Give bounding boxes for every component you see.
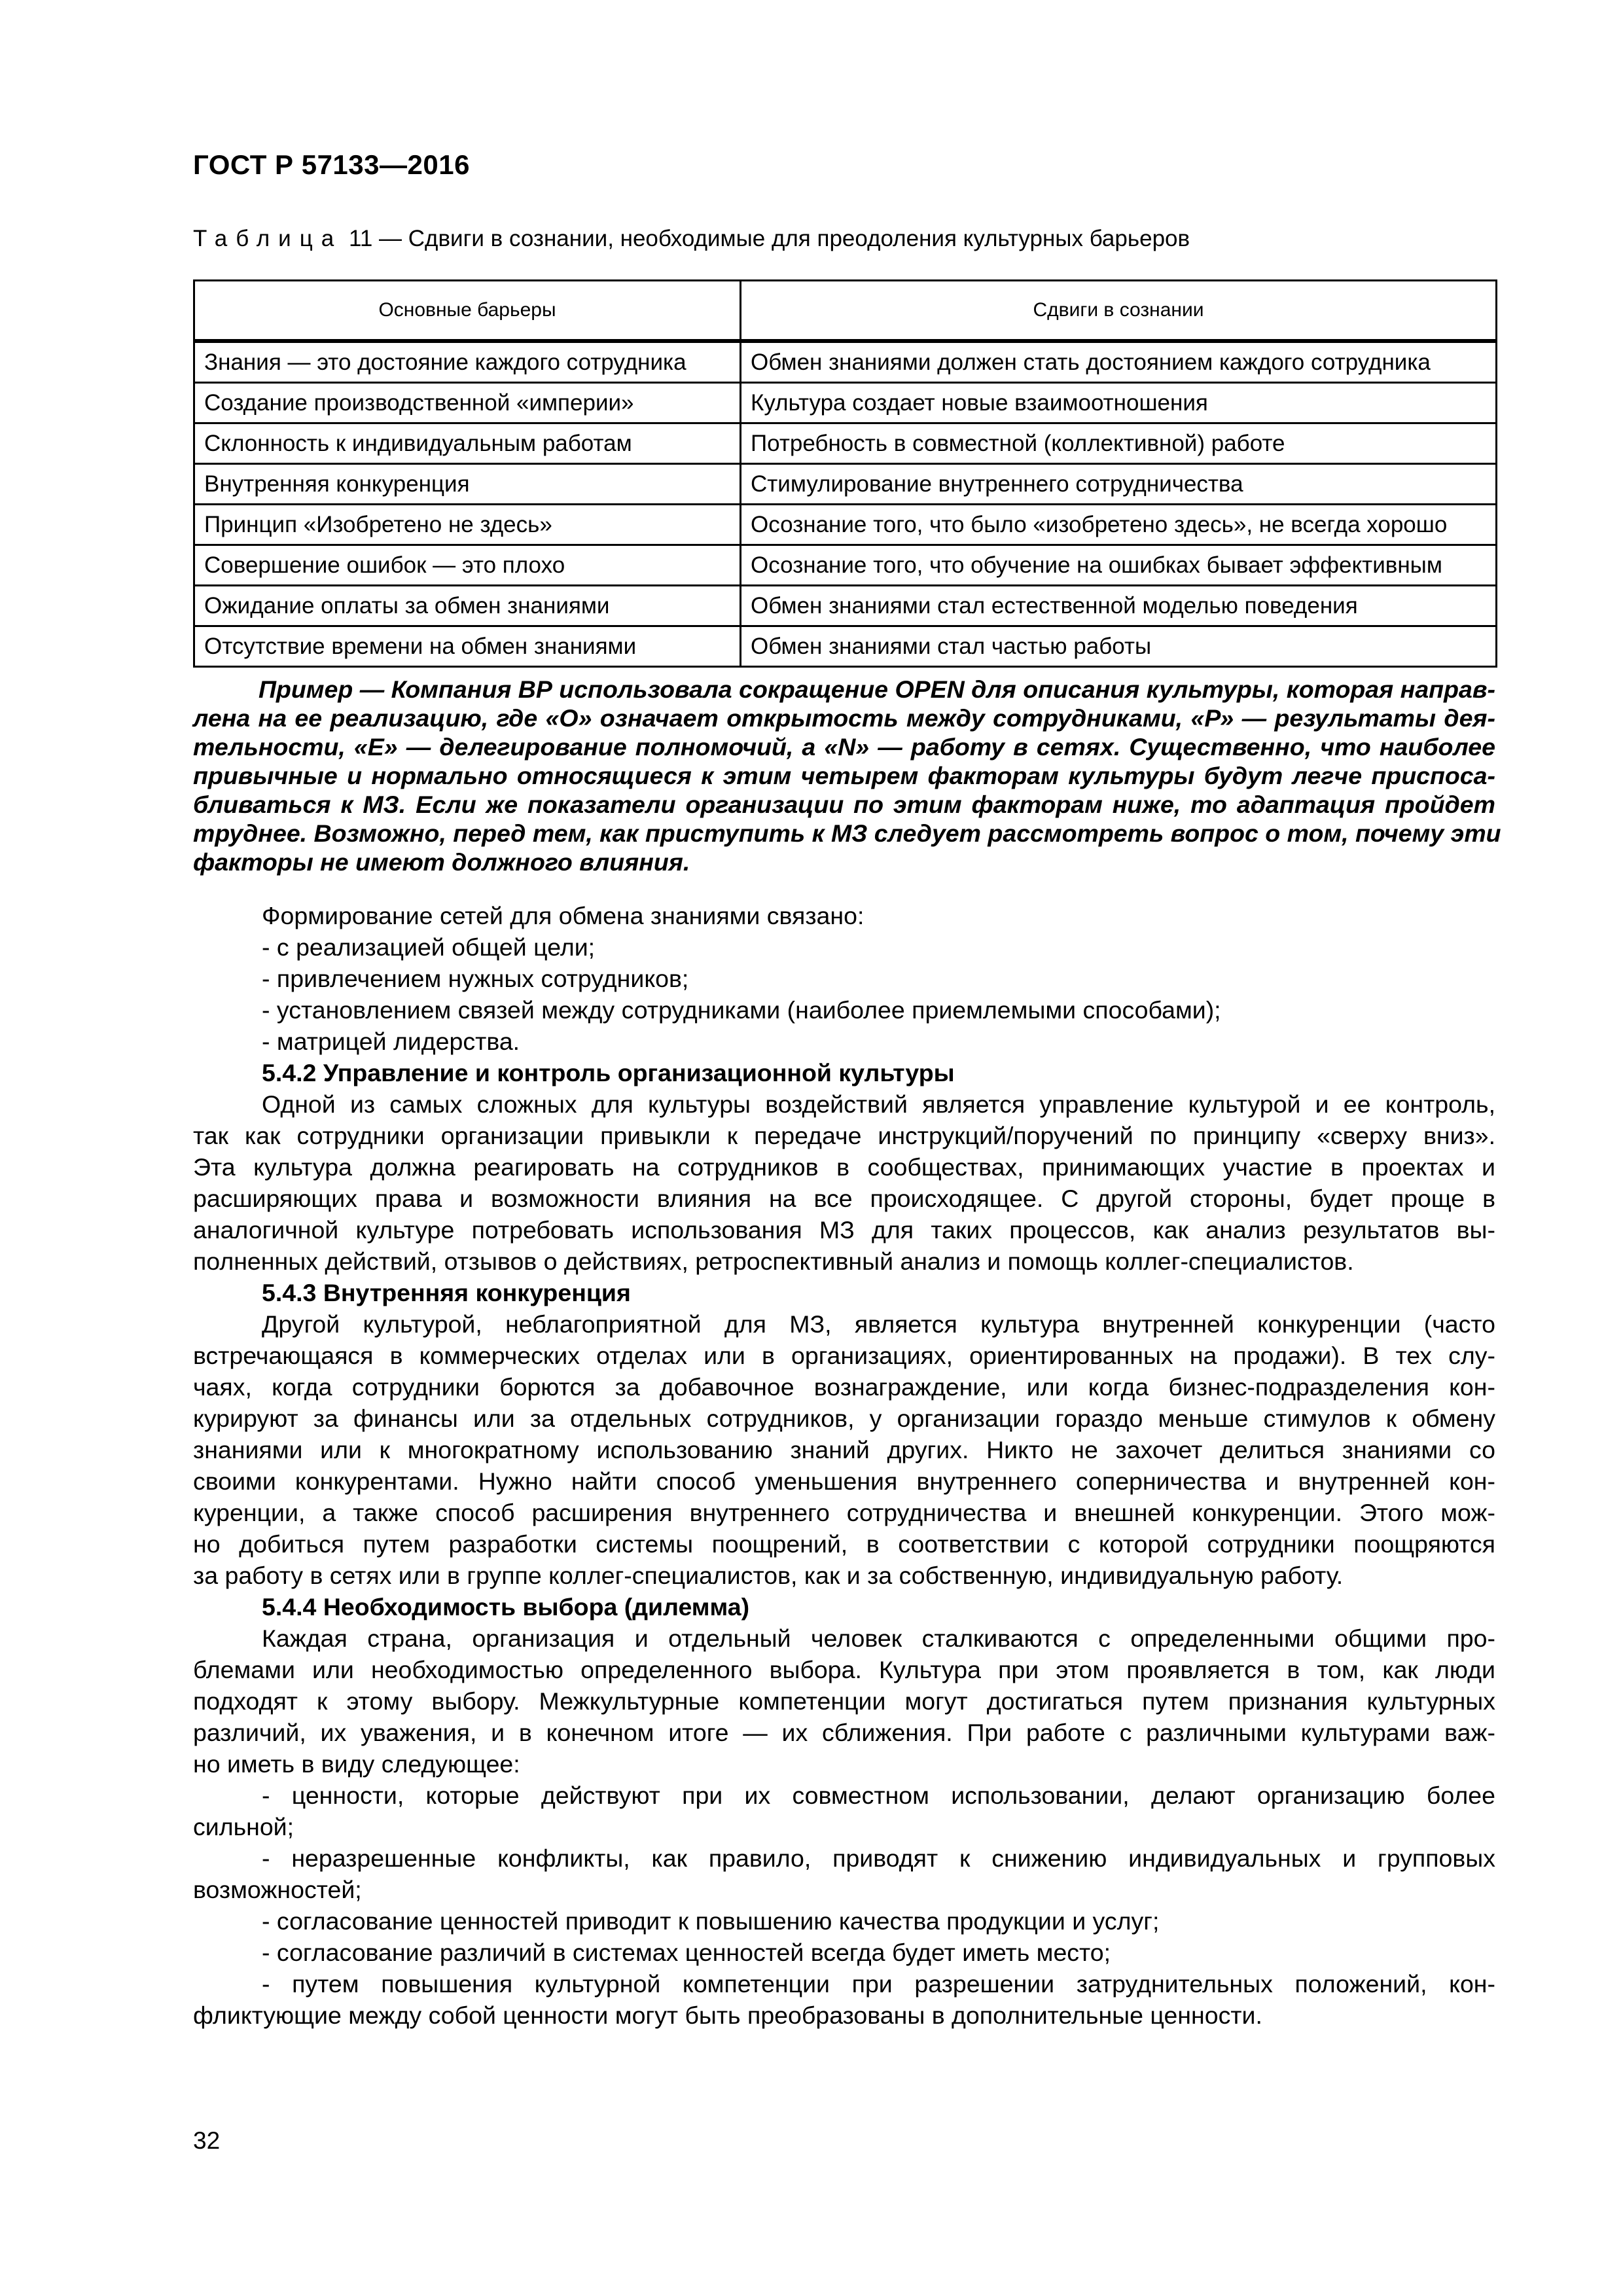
- list-item: - ценности, которые действуют при их совместном использовании, делают организацию более: [262, 1782, 1495, 1809]
- example-line: бливаться к МЗ. Если же показатели организации по этим факторам ниже, то адаптация пройдет: [193, 791, 1495, 818]
- barrier-cell: Склонность к индивидуальным работам: [194, 423, 741, 464]
- paragraph-line: но добиться путем разработки системы поощрений, в соответствии с которой сотрудники поощряются: [193, 1530, 1495, 1558]
- list-item: - с реализацией общей цели;: [262, 933, 596, 961]
- paragraph-line: Формирование сетей для обмена знаниями связано:: [262, 902, 865, 929]
- table-header-row: [194, 281, 1497, 342]
- culture-shift-table: [193, 279, 1497, 668]
- document-header: ГОСТ Р 57133—2016: [193, 149, 470, 180]
- column-header: Основные барьеры: [194, 281, 741, 342]
- paragraph-line: так как сотрудники организации привыкли к передаче инструкций/поручений по принципу «сверху вниз».: [193, 1122, 1495, 1149]
- paragraph-line: подходят к этому выбору. Межкультурные компетенции могут достигаться путем признания культурных: [193, 1687, 1495, 1715]
- table-row: [194, 545, 1497, 586]
- section-heading: 5.4.4 Необходимость выбора (дилемма): [262, 1593, 750, 1621]
- table-row: [194, 423, 1497, 464]
- table-row: [194, 505, 1497, 545]
- example-line: труднее. Возможно, перед тем, как приступить к МЗ следует рассмотреть вопрос о том, почему эти: [193, 819, 1501, 847]
- example-line: тельности, «Е» — делегирование полномочий, а «N» — работу в сетях. Существенно, что наиболее: [193, 733, 1495, 761]
- example-line: факторы не имеют должного влияния.: [193, 848, 690, 876]
- shift-cell: Стимулирование внутреннего сотрудничества: [741, 464, 1497, 505]
- paragraph-line: знаниями или к многократному использованию знаний других. Никто не захочет делиться знаниями со: [193, 1436, 1495, 1463]
- barrier-cell: Отсутствие времени на обмен знаниями: [194, 626, 741, 667]
- shift-cell: Обмен знаниями стал естественной моделью поведения: [741, 586, 1497, 626]
- example-line: Пример — Компания ВР использовала сокращение OPEN для описания культуры, которая направ-: [259, 675, 1495, 703]
- paragraph-line: различий, их уважения, и в конечном итоге — их сближения. При работе с различными культурами важ-: [193, 1719, 1495, 1746]
- paragraph-line: но иметь в виду следующее:: [193, 1750, 520, 1778]
- list-item: - согласование различий в системах ценностей всегда будет иметь место;: [262, 1939, 1111, 1966]
- example-line: привычные и нормально относящиеся к этим четырем факторам культуры будут легче приспоса-: [193, 762, 1495, 789]
- barrier-cell: Знания — это достояние каждого сотрудника: [194, 341, 741, 383]
- paragraph-line: чаях, когда сотрудники борются за добавочное вознаграждение, или когда бизнес-подразделения кон-: [193, 1373, 1495, 1401]
- barrier-cell: Ожидание оплаты за обмен знаниями: [194, 586, 741, 626]
- page-number: 32: [193, 2127, 221, 2154]
- table-row: [194, 383, 1497, 423]
- paragraph-line: блемами или необходимостью определенного выбора. Культура при этом проявляется в том, как люди: [193, 1656, 1495, 1683]
- list-item: - путем повышения культурной компетенции при разрешении затруднительных положений, кон-: [262, 1970, 1495, 1998]
- list-item: возможностей;: [193, 1876, 362, 1903]
- section-heading: 5.4.2 Управление и контроль организационной культуры: [262, 1059, 955, 1086]
- paragraph-line: своими конкурентами. Нужно найти способ уменьшения внутреннего соперничества и внутренней кон-: [193, 1467, 1495, 1495]
- column-header: Сдвиги в сознании: [741, 281, 1497, 342]
- table-caption-label: Таблица: [193, 226, 343, 251]
- paragraph-line: куренции, а также способ расширения внутреннего сотрудничества и внешней конкуренции. Этого мож-: [193, 1499, 1495, 1526]
- list-item: - согласование ценностей приводит к повышению качества продукции и услуг;: [262, 1907, 1160, 1935]
- example-line: лена на ее реализацию, где «О» означает открытость между сотрудниками, «Р» — результаты дея-: [193, 704, 1495, 732]
- list-item: - установлением связей между сотрудниками (наиболее приемлемыми способами);: [262, 996, 1221, 1024]
- shift-cell: Осознание того, что было «изобретено здесь», не всегда хорошо: [741, 505, 1497, 545]
- barrier-cell: Принцип «Изобретено не здесь»: [194, 505, 741, 545]
- paragraph-line: курируют за финансы или за отдельных сотрудников, у организации гораздо меньше стимулов к обмену: [193, 1405, 1495, 1432]
- paragraph-line: Каждая страна, организация и отдельный человек сталкиваются с определенными общими про-: [262, 1624, 1495, 1652]
- list-item: фликтующие между собой ценности могут быть преобразованы в дополнительные ценности.: [193, 2001, 1262, 2029]
- paragraph-line: полненных действий, отзывов о действиях, ретроспективный анализ и помощь коллег-специалистов.: [193, 1247, 1354, 1275]
- paragraph-line: расширяющих права и возможности влияния на все происходящее. С другой стороны, будет проще в: [193, 1185, 1495, 1212]
- paragraph-line: встречающаяся в коммерческих отделах или в организациях, ориентированных на продажи). В тех слу-: [193, 1342, 1495, 1369]
- shift-cell: Обмен знаниями должен стать достоянием каждого сотрудника: [741, 341, 1497, 383]
- paragraph-line: Одной из самых сложных для культуры воздействий является управление культурой и ее контроль,: [262, 1090, 1495, 1118]
- barrier-cell: Создание производственной «империи»: [194, 383, 741, 423]
- shift-cell: Осознание того, что обучение на ошибках бывает эффективным: [741, 545, 1497, 586]
- table-row: [194, 464, 1497, 505]
- list-item: сильной;: [193, 1813, 294, 1840]
- paragraph-line: Эта культура должна реагировать на сотрудников в сообществах, принимающих участие в проектах и: [193, 1153, 1495, 1181]
- paragraph-line: Другой культурой, неблагоприятной для МЗ, является культура внутренней конкуренции (часто: [262, 1310, 1495, 1338]
- list-item: - неразрешенные конфликты, как правило, приводят к снижению индивидуальных и групповых: [262, 1844, 1495, 1872]
- table-caption-text: 11 — Сдвиги в сознании, необходимые для преодоления культурных барьеров: [348, 226, 1190, 251]
- list-item: - матрицей лидерства.: [262, 1028, 520, 1055]
- paragraph-line: аналогичной культуре потребовать использования МЗ для таких процессов, как анализ результатов вы-: [193, 1216, 1495, 1244]
- barrier-cell: Совершение ошибок — это плохо: [194, 545, 741, 586]
- section-heading: 5.4.3 Внутренняя конкуренция: [262, 1279, 631, 1306]
- shift-cell: Потребность в совместной (коллективной) работе: [741, 423, 1497, 464]
- list-item: - привлечением нужных сотрудников;: [262, 965, 689, 992]
- table-row: [194, 341, 1497, 383]
- shift-cell: Культура создает новые взаимоотношения: [741, 383, 1497, 423]
- barrier-cell: Внутренняя конкуренция: [194, 464, 741, 505]
- table-caption: [193, 226, 1190, 252]
- table-row: [194, 586, 1497, 626]
- table-row: [194, 626, 1497, 667]
- shift-cell: Обмен знаниями стал частью работы: [741, 626, 1497, 667]
- paragraph-line: за работу в сетях или в группе коллег-специалистов, как и за собственную, индивидуальную работу.: [193, 1562, 1344, 1589]
